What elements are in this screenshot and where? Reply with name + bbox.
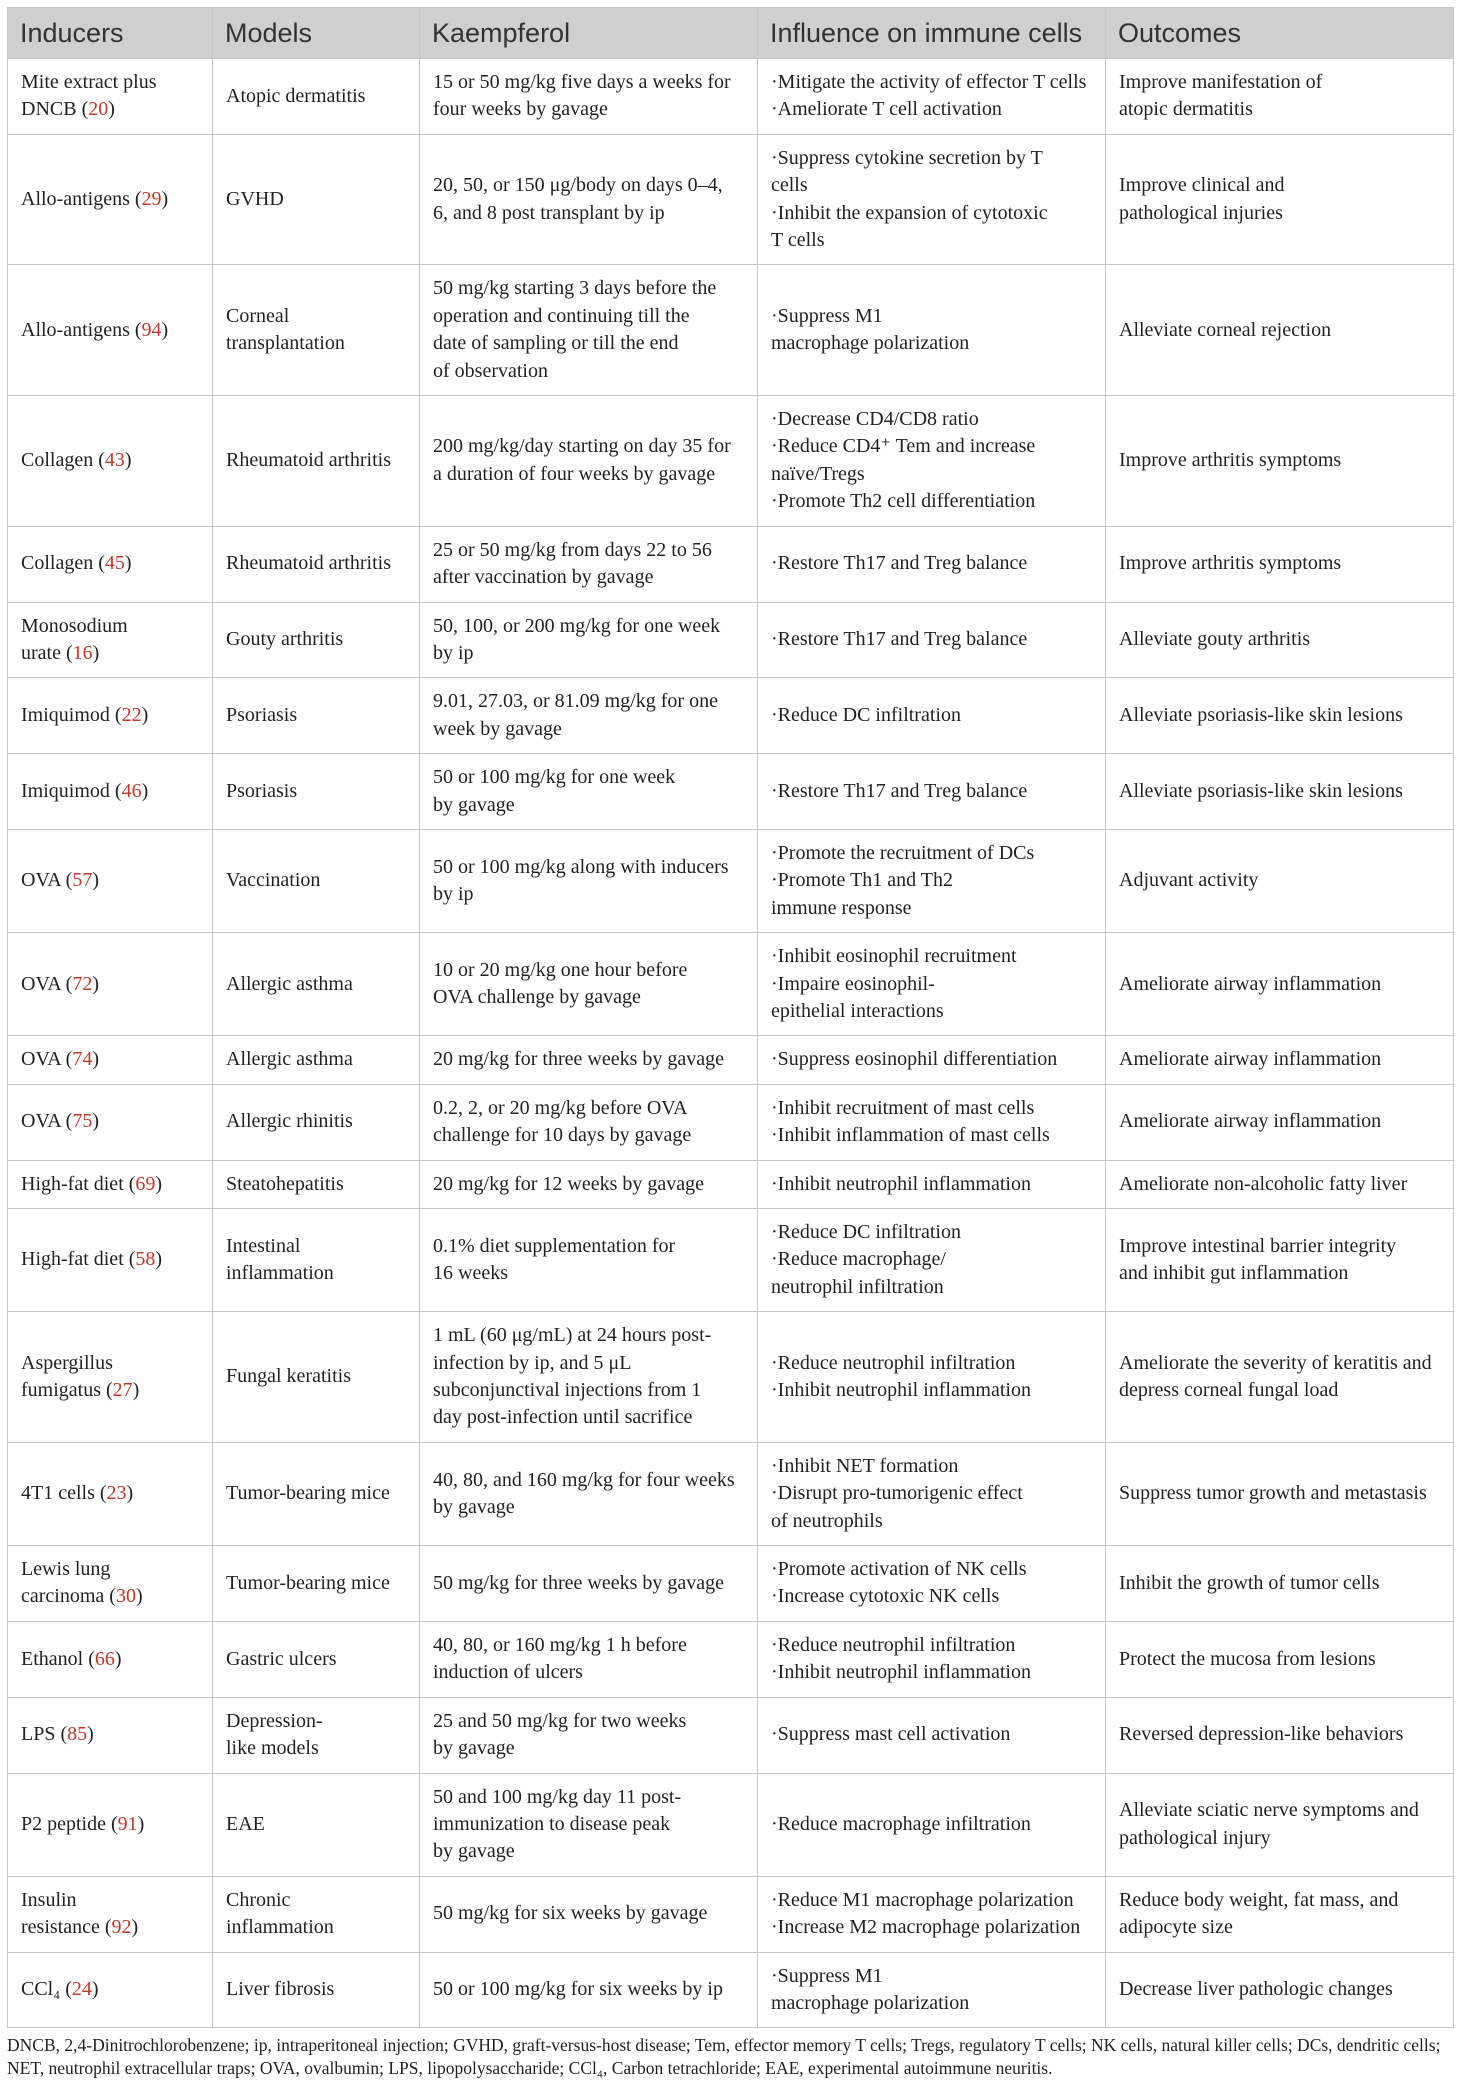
reference-link[interactable]: ( 23 ): [100, 1482, 133, 1504]
reference-link[interactable]: ( 74 ): [66, 1048, 99, 1070]
influence-item: ·Reduce DC infiltration: [771, 704, 961, 727]
inducer-cell: [8, 1442, 213, 1545]
outcome-cell: Improve arthritis symptoms: [1106, 526, 1454, 602]
table-row: [8, 1084, 1454, 1160]
outcome-cell: Ameliorate non-alcoholic fatty liver: [1106, 1160, 1454, 1208]
inducer-cell: [8, 1876, 213, 1952]
influence-item: ·Inhibit the expansion of cytotoxic T cells: [771, 201, 1048, 252]
kaempferol-dose-cell: 10 or 20 mg/kg one hour before OVA challenge by gavage: [420, 933, 758, 1036]
table-row: [8, 265, 1454, 396]
kaempferol-dose-cell: 20, 50, or 150 μg/body on days 0–4, 6, and 8 post transplant by ip: [420, 134, 758, 265]
kaempferol-dose-cell: 50 mg/kg for three weeks by gavage: [420, 1546, 758, 1622]
kaempferol-dose-cell: 0.1% diet supplementation for 16 weeks: [420, 1209, 758, 1312]
reference-link[interactable]: ( 20 ): [82, 98, 115, 120]
outcome-cell: Inhibit the growth of tumor cells: [1106, 1546, 1454, 1622]
table-header: [8, 8, 1454, 59]
inducer-name: High-fat diet: [21, 1172, 124, 1195]
kaempferol-dose-cell: 20 mg/kg for 12 weeks by gavage: [420, 1160, 758, 1208]
table-row: [8, 134, 1454, 265]
inducer-name: OVA: [21, 1110, 61, 1133]
kaempferol-dose-cell: 0.2, 2, or 20 mg/kg before OVA challenge for 10 days by gavage: [420, 1084, 758, 1160]
reference-link[interactable]: ( 27 ): [106, 1379, 139, 1401]
kaempferol-dose-cell: 40, 80, and 160 mg/kg for four weeks by gavage: [420, 1442, 758, 1545]
table-row: [8, 59, 1454, 135]
influence-item: ·Promote the recruitment of DCs: [771, 841, 1035, 864]
outcome-cell: Improve clinical and pathological injuries: [1106, 134, 1454, 265]
kaempferol-dose-cell: 50 mg/kg starting 3 days before the operation and continuing till the date of sampling or till the end of observation: [420, 265, 758, 396]
model-cell: Gastric ulcers: [213, 1621, 420, 1697]
table-row: [8, 829, 1454, 932]
kaempferol-immune-table: [7, 7, 1454, 2028]
influence-item: ·Reduce neutrophil infiltration: [771, 1351, 1016, 1374]
influence-item: ·Ameliorate T cell activation: [771, 98, 1002, 121]
inducer-cell: [8, 1621, 213, 1697]
inducer-name: OVA: [21, 1048, 61, 1071]
influence-item: ·Suppress mast cell activation: [771, 1723, 1011, 1746]
outcome-cell: Ameliorate airway inflammation: [1106, 1084, 1454, 1160]
influence-item: ·Inhibit neutrophil inflammation: [771, 1172, 1031, 1195]
influence-item: ·Increase cytotoxic NK cells: [771, 1585, 1000, 1608]
influence-cell: [758, 754, 1106, 830]
outcome-cell: Protect the mucosa from lesions: [1106, 1621, 1454, 1697]
reference-link[interactable]: ( 57 ): [66, 869, 99, 891]
header-models: Models: [213, 8, 420, 59]
reference-link[interactable]: ( 66 ): [88, 1648, 121, 1670]
kaempferol-dose-cell: 50 or 100 mg/kg along with inducers by ip: [420, 829, 758, 932]
model-cell: Tumor-bearing mice: [213, 1442, 420, 1545]
reference-link[interactable]: ( 43 ): [98, 449, 131, 471]
kaempferol-dose-cell: 50 and 100 mg/kg day 11 post- immunization to disease peak by gavage: [420, 1773, 758, 1876]
inducer-cell: [8, 754, 213, 830]
model-cell: Liver fibrosis: [213, 1952, 420, 2028]
outcome-cell: Reversed depression-like behaviors: [1106, 1697, 1454, 1773]
influence-item: ·Impaire eosinophil- epithelial interactions: [771, 972, 944, 1022]
inducer-cell: [8, 526, 213, 602]
influence-item: ·Reduce CD4⁺ Tem and increase naïve/Tregs: [771, 435, 1036, 485]
outcome-cell: Improve manifestation of atopic dermatitis: [1106, 59, 1454, 135]
inducer-name: 4T1 cells: [21, 1482, 95, 1505]
influence-cell: [758, 265, 1106, 396]
reference-link[interactable]: ( 30 ): [109, 1585, 142, 1607]
inducer-name: P2 peptide: [21, 1812, 106, 1835]
influence-cell: [758, 678, 1106, 754]
reference-link[interactable]: ( 16 ): [66, 642, 99, 664]
header-outcomes: Outcomes: [1106, 8, 1454, 59]
inducer-cell: [8, 1084, 213, 1160]
inducer-cell: [8, 1209, 213, 1312]
influence-cell: [758, 134, 1106, 265]
inducer-name: Collagen: [21, 449, 94, 472]
model-cell: Psoriasis: [213, 678, 420, 754]
inducer-cell: [8, 1952, 213, 2028]
kaempferol-dose-cell: 40, 80, or 160 mg/kg 1 h before induction of ulcers: [420, 1621, 758, 1697]
influence-item: ·Decrease CD4/CD8 ratio: [771, 408, 979, 431]
model-cell: Depression- like models: [213, 1697, 420, 1773]
inducer-cell: [8, 678, 213, 754]
inducer-cell: [8, 1546, 213, 1622]
influence-cell: [758, 1160, 1106, 1208]
table-row: [8, 526, 1454, 602]
header-row: [8, 8, 1454, 59]
influence-item: ·Promote Th1 and Th2 immune response: [771, 869, 954, 919]
influence-item: ·Inhibit neutrophil inflammation: [771, 1661, 1031, 1684]
influence-item: ·Restore Th17 and Treg balance: [771, 552, 1028, 575]
kaempferol-dose-cell: 20 mg/kg for three weeks by gavage: [420, 1036, 758, 1084]
kaempferol-dose-cell: 50 mg/kg for six weeks by gavage: [420, 1876, 758, 1952]
influence-item: ·Reduce DC infiltration: [771, 1221, 961, 1243]
inducer-cell: [8, 134, 213, 265]
outcome-cell: Ameliorate the severity of keratitis and depress corneal fungal load: [1106, 1312, 1454, 1443]
kaempferol-dose-cell: 25 and 50 mg/kg for two weeks by gavage: [420, 1697, 758, 1773]
inducer-name: Imiquimod: [21, 704, 110, 727]
influence-cell: [758, 602, 1106, 678]
influence-cell: [758, 396, 1106, 527]
influence-item: ·Increase M2 macrophage polarization: [771, 1916, 1081, 1939]
inducer-cell: [8, 396, 213, 527]
reference-link[interactable]: ( 29 ): [135, 188, 168, 210]
model-cell: Gouty arthritis: [213, 602, 420, 678]
model-cell: Allergic asthma: [213, 933, 420, 1036]
inducer-name: Allo-antigens: [21, 318, 130, 341]
inducer-name: Ethanol: [21, 1647, 84, 1670]
outcome-cell: Ameliorate airway inflammation: [1106, 1036, 1454, 1084]
model-cell: Rheumatoid arthritis: [213, 526, 420, 602]
outcome-cell: Decrease liver pathologic changes: [1106, 1952, 1454, 2028]
influence-item: ·Promote activation of NK cells: [771, 1558, 1027, 1581]
inducer-name: Mite extract plus DNCB: [21, 71, 157, 121]
outcome-cell: Alleviate psoriasis-like skin lesions: [1106, 754, 1454, 830]
table-row: [8, 1621, 1454, 1697]
influence-cell: [758, 1442, 1106, 1545]
model-cell: GVHD: [213, 134, 420, 265]
influence-cell: [758, 1312, 1106, 1443]
model-cell: Fungal keratitis: [213, 1312, 420, 1443]
inducer-cell: [8, 1697, 213, 1773]
influence-item: ·Promote Th2 cell differentiation: [771, 490, 1036, 513]
inducer-name: LPS: [21, 1723, 56, 1746]
kaempferol-dose-cell: 50 or 100 mg/kg for six weeks by ip: [420, 1952, 758, 2028]
influence-item: ·Inhibit inflammation of mast cells: [771, 1124, 1050, 1147]
influence-cell: [758, 1036, 1106, 1084]
table-footnote: DNCB, 2,4-Dinitrochlorobenzene; ip, intraperitoneal injection; GVHD, graft-versus-host disease; Tem, effector memory T cells; Tregs, regulatory T cells; NK cells, natural killer cells; DCs, dendritic cells; NET, neutrophil extracellular traps; OVA, ovalbumin; LPS, lipopolysaccharide; CCl₄, Carbon tetrachloride; EAE, experimental autoimmune neuritis.: [7, 2035, 1441, 2079]
influence-item: ·Restore Th17 and Treg balance: [771, 628, 1028, 651]
model-cell: Vaccination: [213, 829, 420, 932]
outcome-cell: Improve arthritis symptoms: [1106, 396, 1454, 527]
inducer-name: OVA: [21, 972, 61, 995]
influence-item: ·Suppress M1 macrophage polarization: [771, 304, 970, 355]
table-row: [8, 678, 1454, 754]
kaempferol-dose-cell: 1 mL (60 μg/mL) at 24 hours post- infection by ip, and 5 μL subconjunctival injections from 1 day post-infection until sacrifice: [420, 1312, 758, 1443]
model-cell: Steatohepatitis: [213, 1160, 420, 1208]
kaempferol-dose-cell: 15 or 50 mg/kg five days a weeks for four weeks by gavage: [420, 59, 758, 135]
influence-item: ·Inhibit recruitment of mast cells: [771, 1096, 1035, 1119]
outcome-cell: Suppress tumor growth and metastasis: [1106, 1442, 1454, 1545]
model-cell: Rheumatoid arthritis: [213, 396, 420, 527]
influence-cell: [758, 59, 1106, 135]
table-row: [8, 1036, 1454, 1084]
table-container: [7, 7, 1453, 2080]
influence-cell: [758, 829, 1106, 932]
influence-cell: [758, 933, 1106, 1036]
model-cell: Allergic asthma: [213, 1036, 420, 1084]
inducer-cell: [8, 829, 213, 932]
reference-link[interactable]: ( 92 ): [105, 1916, 138, 1938]
inducer-cell: [8, 933, 213, 1036]
influence-cell: [758, 1084, 1106, 1160]
outcome-cell: Improve intestinal barrier integrity and inhibit gut inflammation: [1106, 1209, 1454, 1312]
table-row: [8, 1876, 1454, 1952]
inducer-name: OVA: [21, 869, 61, 892]
table-row: [8, 1952, 1454, 2028]
influence-item: ·Disrupt pro-tumorigenic effect of neutrophils: [771, 1482, 1023, 1532]
table-row: [8, 1773, 1454, 1876]
model-cell: Psoriasis: [213, 754, 420, 830]
table-row: [8, 754, 1454, 830]
table-row: [8, 1209, 1454, 1312]
table-row: [8, 602, 1454, 678]
reference-link[interactable]: ( 85 ): [60, 1723, 93, 1745]
outcome-cell: Alleviate sciatic nerve symptoms and pathological injury: [1106, 1773, 1454, 1876]
inducer-name: Lewis lung carcinoma: [21, 1558, 111, 1608]
reference-link[interactable]: ( 69 ): [129, 1173, 162, 1195]
table-row: [8, 1442, 1454, 1545]
outcome-cell: Alleviate psoriasis-like skin lesions: [1106, 678, 1454, 754]
influence-item: ·Reduce neutrophil infiltration: [771, 1633, 1016, 1656]
outcome-cell: Ameliorate airway inflammation: [1106, 933, 1454, 1036]
table-body: [8, 59, 1454, 2028]
model-cell: Tumor-bearing mice: [213, 1546, 420, 1622]
inducer-cell: [8, 1312, 213, 1443]
table-row: [8, 1697, 1454, 1773]
influence-item: ·Reduce macrophage infiltration: [771, 1812, 1031, 1835]
influence-cell: [758, 1546, 1106, 1622]
influence-cell: [758, 1876, 1106, 1952]
outcome-cell: Reduce body weight, fat mass, and adipocyte size: [1106, 1876, 1454, 1952]
model-cell: Intestinal inflammation: [213, 1209, 420, 1312]
inducer-name: Monosodium urate: [21, 614, 128, 664]
inducer-name: Imiquimod: [21, 779, 110, 802]
header-influence: Influence on immune cells: [758, 8, 1106, 59]
influence-item: ·Mitigate the activity of effector T cells: [771, 71, 1087, 93]
reference-link[interactable]: ( 46 ): [115, 780, 148, 802]
model-cell: Atopic dermatitis: [213, 59, 420, 135]
kaempferol-dose-cell: 50, 100, or 200 mg/kg for one week by ip: [420, 602, 758, 678]
inducer-cell: [8, 1773, 213, 1876]
influence-cell: [758, 1952, 1106, 2028]
table-row: [8, 933, 1454, 1036]
reference-link[interactable]: ( 91 ): [111, 1813, 144, 1835]
model-cell: Allergic rhinitis: [213, 1084, 420, 1160]
influence-cell: [758, 1209, 1106, 1312]
header-kaempferol: Kaempferol: [420, 8, 758, 59]
reference-link[interactable]: ( 72 ): [66, 973, 99, 995]
reference-link[interactable]: ( 58 ): [129, 1248, 162, 1270]
kaempferol-dose-cell: 50 or 100 mg/kg for one week by gavage: [420, 754, 758, 830]
influence-item: ·Restore Th17 and Treg balance: [771, 779, 1028, 802]
kaempferol-dose-cell: 9.01, 27.03, or 81.09 mg/kg for one week by gavage: [420, 678, 758, 754]
influence-item: ·Inhibit NET formation: [771, 1454, 959, 1477]
reference-link[interactable]: ( 45 ): [98, 552, 131, 574]
inducer-name: Collagen: [21, 552, 94, 575]
table-row: [8, 1546, 1454, 1622]
kaempferol-dose-cell: 200 mg/kg/day starting on day 35 for a duration of four weeks by gavage: [420, 396, 758, 527]
reference-link[interactable]: ( 75 ): [66, 1110, 99, 1132]
inducer-cell: [8, 1036, 213, 1084]
model-cell: Corneal transplantation: [213, 265, 420, 396]
inducer-name: High-fat diet: [21, 1248, 124, 1271]
influence-item: ·Suppress M1 macrophage polarization: [771, 1964, 970, 2014]
influence-cell: [758, 526, 1106, 602]
inducer-cell: [8, 1160, 213, 1208]
outcome-cell: Adjuvant activity: [1106, 829, 1454, 932]
header-inducers: Inducers: [8, 8, 213, 59]
inducer-name: CCl₄: [21, 1978, 61, 2001]
model-cell: Chronic inflammation: [213, 1876, 420, 1952]
reference-link[interactable]: ( 22 ): [115, 704, 148, 726]
inducer-cell: [8, 265, 213, 396]
kaempferol-dose-cell: 25 or 50 mg/kg from days 22 to 56 after vaccination by gavage: [420, 526, 758, 602]
inducer-name: Insulin resistance: [21, 1888, 100, 1939]
influence-cell: [758, 1621, 1106, 1697]
influence-cell: [758, 1773, 1106, 1876]
outcome-cell: Alleviate corneal rejection: [1106, 265, 1454, 396]
influence-item: ·Suppress cytokine secretion by T cells: [771, 146, 1043, 197]
influence-cell: [758, 1697, 1106, 1773]
reference-link[interactable]: ( 94 ): [135, 319, 168, 341]
inducer-cell: [8, 59, 213, 135]
influence-item: ·Suppress eosinophil differentiation: [771, 1048, 1058, 1071]
inducer-name: Allo-antigens: [21, 187, 130, 210]
influence-item: ·Reduce M1 macrophage polarization: [771, 1888, 1074, 1911]
table-row: [8, 396, 1454, 527]
model-cell: EAE: [213, 1773, 420, 1876]
inducer-cell: [8, 602, 213, 678]
reference-link[interactable]: ( 24 ): [65, 1978, 98, 2000]
table-row: [8, 1160, 1454, 1208]
influence-item: ·Inhibit neutrophil inflammation: [771, 1379, 1031, 1402]
influence-item: ·Reduce macrophage/ neutrophil infiltration: [771, 1248, 946, 1298]
influence-item: ·Inhibit eosinophil recruitment: [771, 945, 1017, 968]
inducer-name: Aspergillus fumigatus: [21, 1351, 113, 1402]
table-row: [8, 1312, 1454, 1443]
outcome-cell: Alleviate gouty arthritis: [1106, 602, 1454, 678]
